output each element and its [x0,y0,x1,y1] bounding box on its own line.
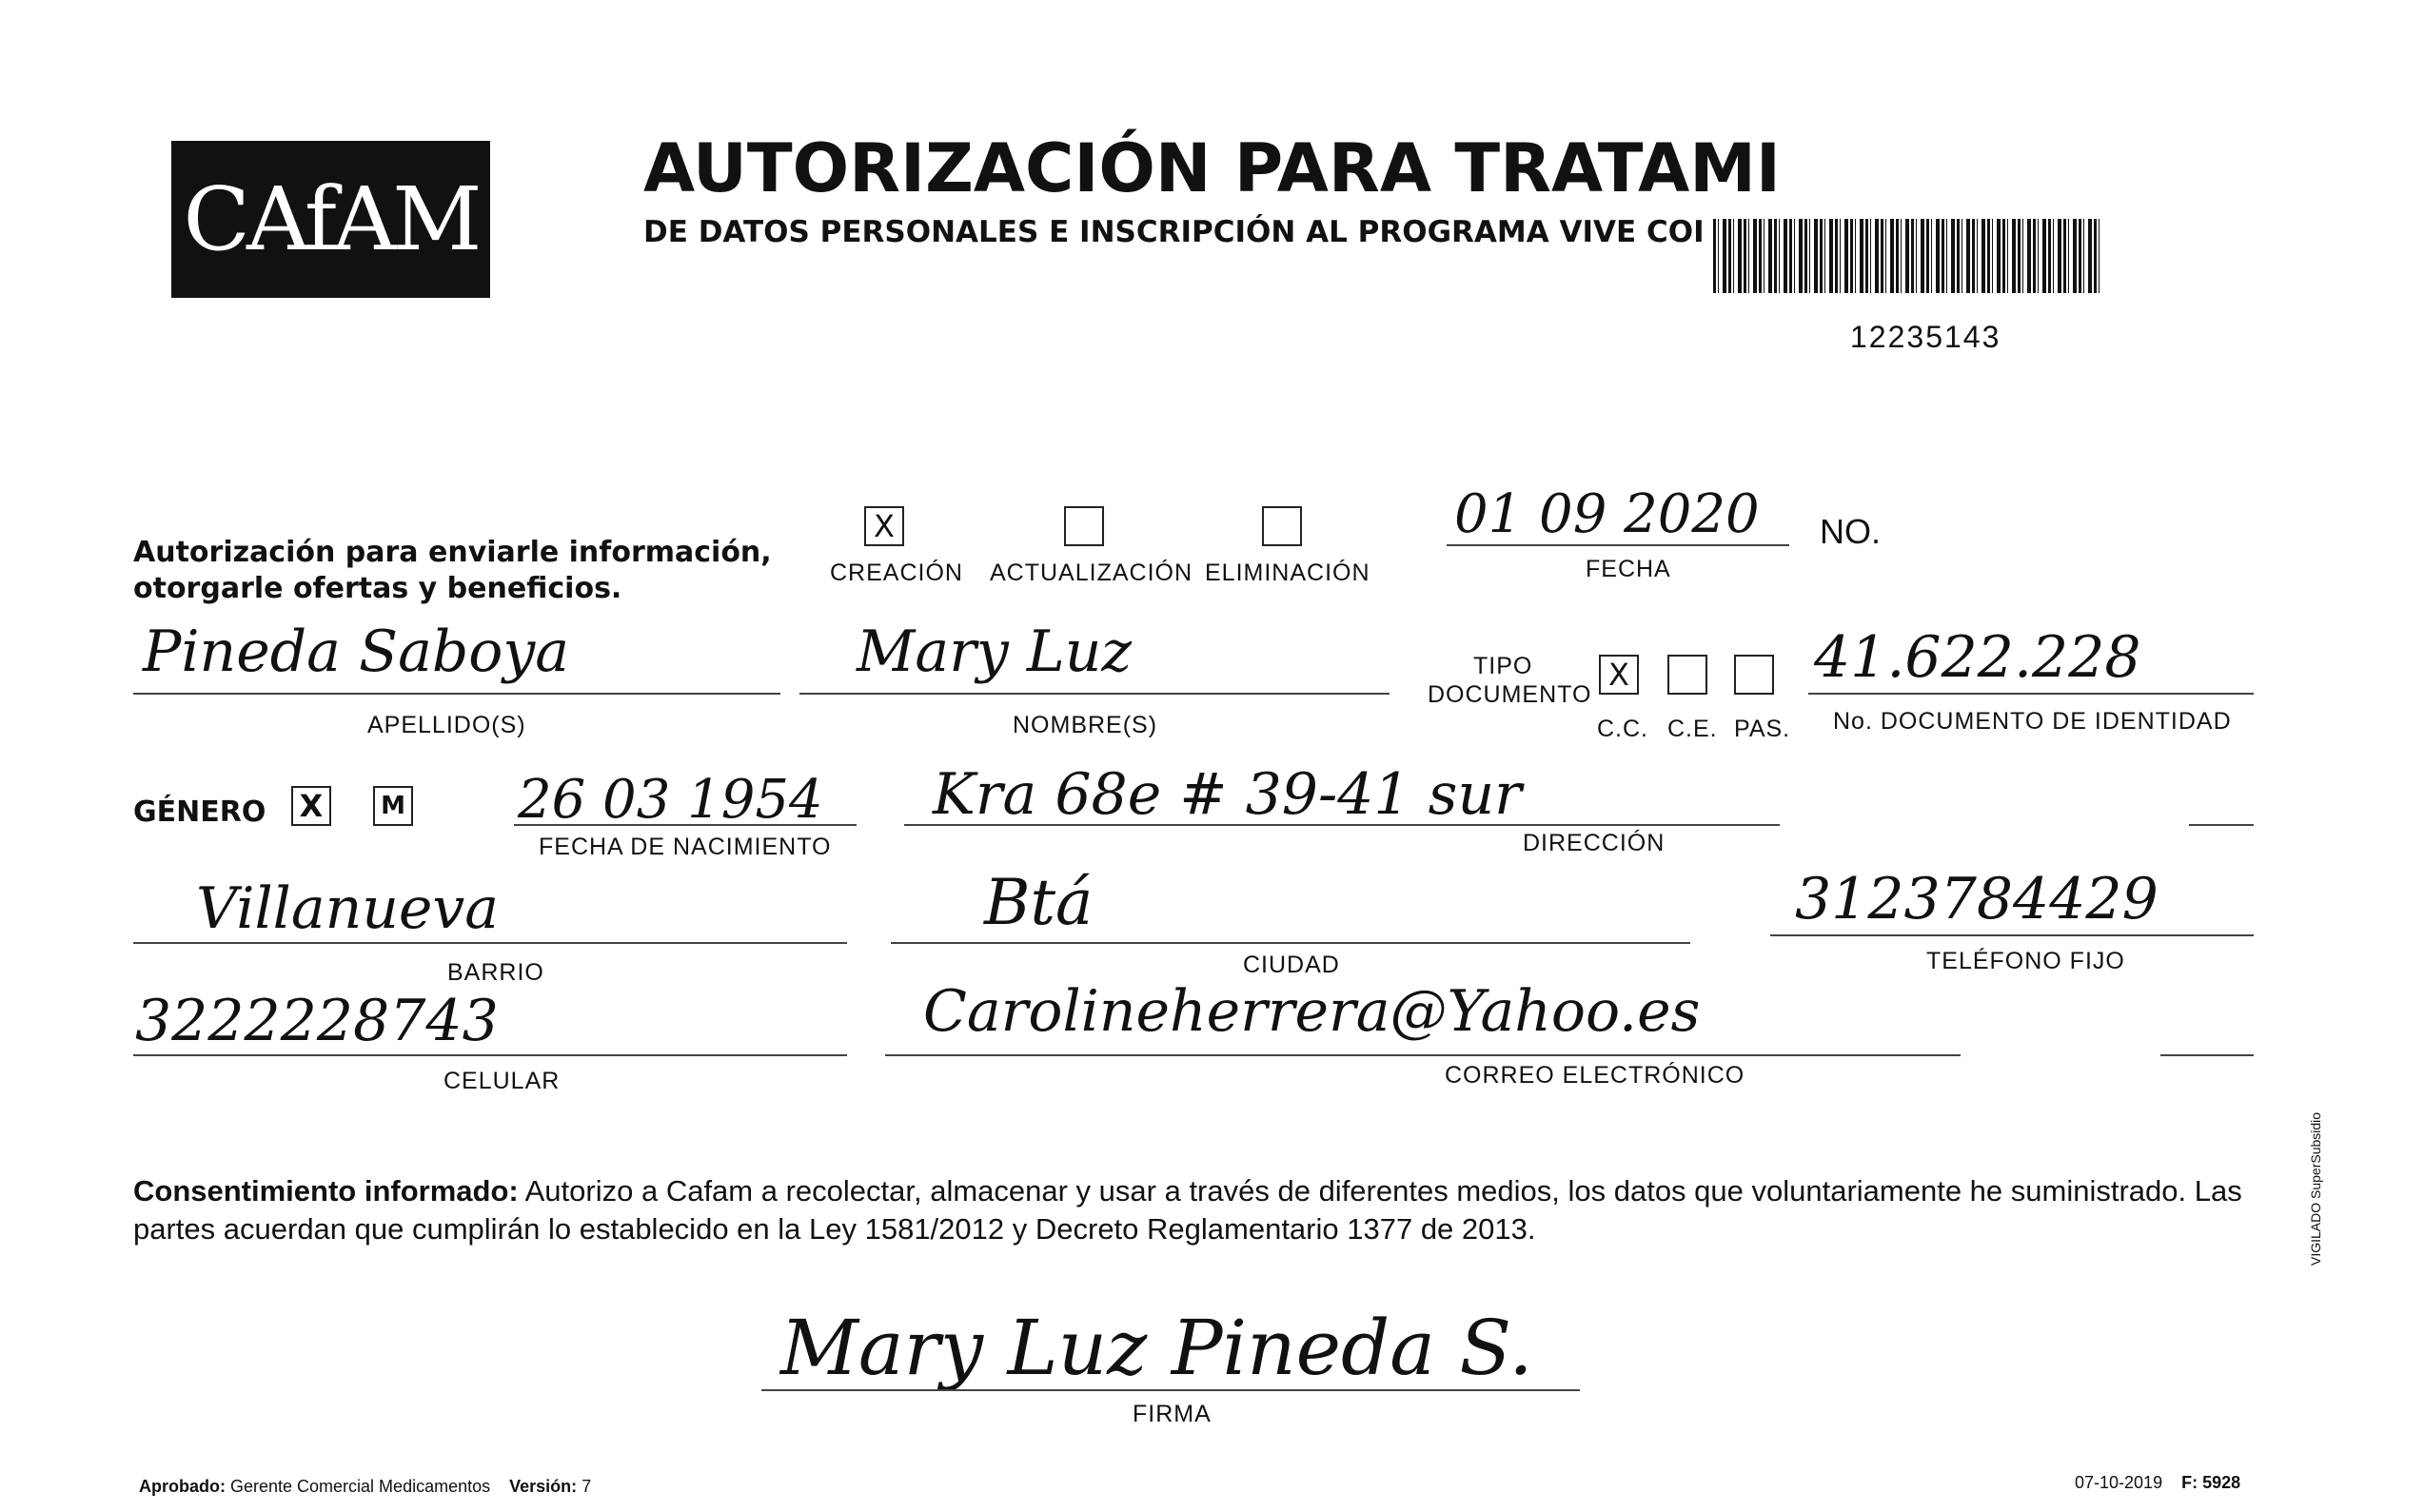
barrio-label: BARRIO [447,959,544,986]
telefono-line [1770,934,2254,936]
cafam-logo [171,141,490,298]
nombres-label: NOMBRE(S) [1013,712,1158,738]
creacion-checkbox[interactable]: X [864,506,904,546]
aprobado-value: Gerente Comercial Medicamentos [230,1477,491,1496]
apellidos-line [133,693,780,695]
direccion-line-end [2189,824,2254,826]
celular-line [133,1054,847,1056]
correo-label: CORREO ELECTRÓNICO [1445,1062,1745,1089]
logo-text: CAfAM [183,168,479,270]
fecha-label: FECHA [1586,556,1671,582]
fecha-value: 01 09 2020 [1454,483,1760,545]
nombres-value: Mary Luz [857,619,1132,685]
telefono-value: 3123784429 [1795,866,2159,933]
direccion-line [904,824,1780,826]
nombres-line [799,693,1390,695]
genero-label: GÉNERO [133,795,266,829]
apellidos-value: Pineda Saboya [143,619,570,685]
ciudad-label: CIUDAD [1243,952,1340,978]
genero-f-checkbox[interactable]: X [291,786,331,826]
consent-heading: Consentimiento informado: [133,1174,519,1208]
signature-label: FIRMA [1133,1401,1212,1427]
ce-label: C.E. [1667,716,1718,742]
ciudad-value: Btá [984,866,1094,939]
footer-date: 07-10-2019 [2075,1473,2163,1492]
footer-left [139,1477,591,1497]
aprobado-label: Aprobado: [139,1477,226,1496]
numero-label: NO. [1820,512,1882,551]
intro-line-1: Autorización para enviarle información, [133,536,772,569]
version-label: Versión: [509,1477,578,1496]
consent-paragraph [133,1172,2248,1248]
pas-checkbox[interactable] [1734,655,1774,695]
consent-text: Autorizo a Cafam a recolectar, almacenar y usar a través de diferentes medios, los datos que voluntariamente he suministrado. Las partes acuerdan que cumplirán lo establecido en la Ley 1581/2012 y Decreto Reglamentario 1377 de 2013. [133,1174,2242,1246]
creacion-label: CREACIÓN [830,560,963,586]
form-title: AUTORIZACIÓN PARA TRATAMI [643,129,1781,207]
barrio-line [133,942,847,944]
celular-value: 3222228743 [135,988,499,1054]
intro-text [133,535,772,607]
version-value: 7 [582,1477,592,1496]
actualizacion-label: ACTUALIZACIÓN [990,560,1193,586]
form-subtitle: DE DATOS PERSONALES E INSCRIPCIÓN AL PROGRAMA VIVE COI [643,215,1705,249]
cc-label: C.C. [1597,716,1648,742]
ciudad-line [891,942,1690,944]
barcode [1713,219,2103,293]
apellidos-label: APELLIDO(S) [367,712,526,738]
supersubsidio-mark: VIGILADO SuperSubsidio [2308,1111,2323,1266]
correo-line [885,1054,1961,1056]
form-code: F: 5928 [2181,1473,2241,1492]
telefono-label: TELÉFONO FIJO [1926,948,2125,974]
intro-line-2: otorgarle ofertas y beneficios. [133,572,622,605]
tipo-label: TIPO [1473,653,1533,679]
documento-type-label: DOCUMENTO [1428,681,1592,708]
celular-label: CELULAR [444,1068,561,1094]
direccion-value: Kra 68e # 39-41 sur [933,761,1522,828]
barrio-value: Villanueva [196,875,500,942]
cc-checkbox[interactable]: X [1599,655,1639,695]
actualizacion-checkbox[interactable] [1064,506,1104,546]
documento-label: No. DOCUMENTO DE IDENTIDAD [1833,708,2232,735]
direccion-label: DIRECCIÓN [1523,830,1666,856]
pas-label: PAS. [1734,716,1791,742]
signature-value: Mary Luz Pineda S. [780,1304,1533,1392]
eliminacion-label: ELIMINACIÓN [1205,560,1370,586]
documento-value: 41.622.228 [1814,624,2141,691]
nacimiento-label: FECHA DE NACIMIENTO [539,834,832,860]
correo-line-end [2160,1054,2254,1056]
ce-checkbox[interactable] [1667,655,1707,695]
eliminacion-checkbox[interactable] [1262,506,1302,546]
correo-value: Carolineherrera@Yahoo.es [923,978,1701,1045]
fecha-line [1447,544,1789,546]
signature-line [761,1389,1580,1391]
footer-right [2075,1473,2240,1493]
nacimiento-value: 26 03 1954 [518,769,823,831]
documento-line [1808,693,2254,695]
barcode-number: 12235143 [1850,320,2001,354]
genero-m-checkbox[interactable]: M [373,786,413,826]
nacimiento-line [514,824,857,826]
